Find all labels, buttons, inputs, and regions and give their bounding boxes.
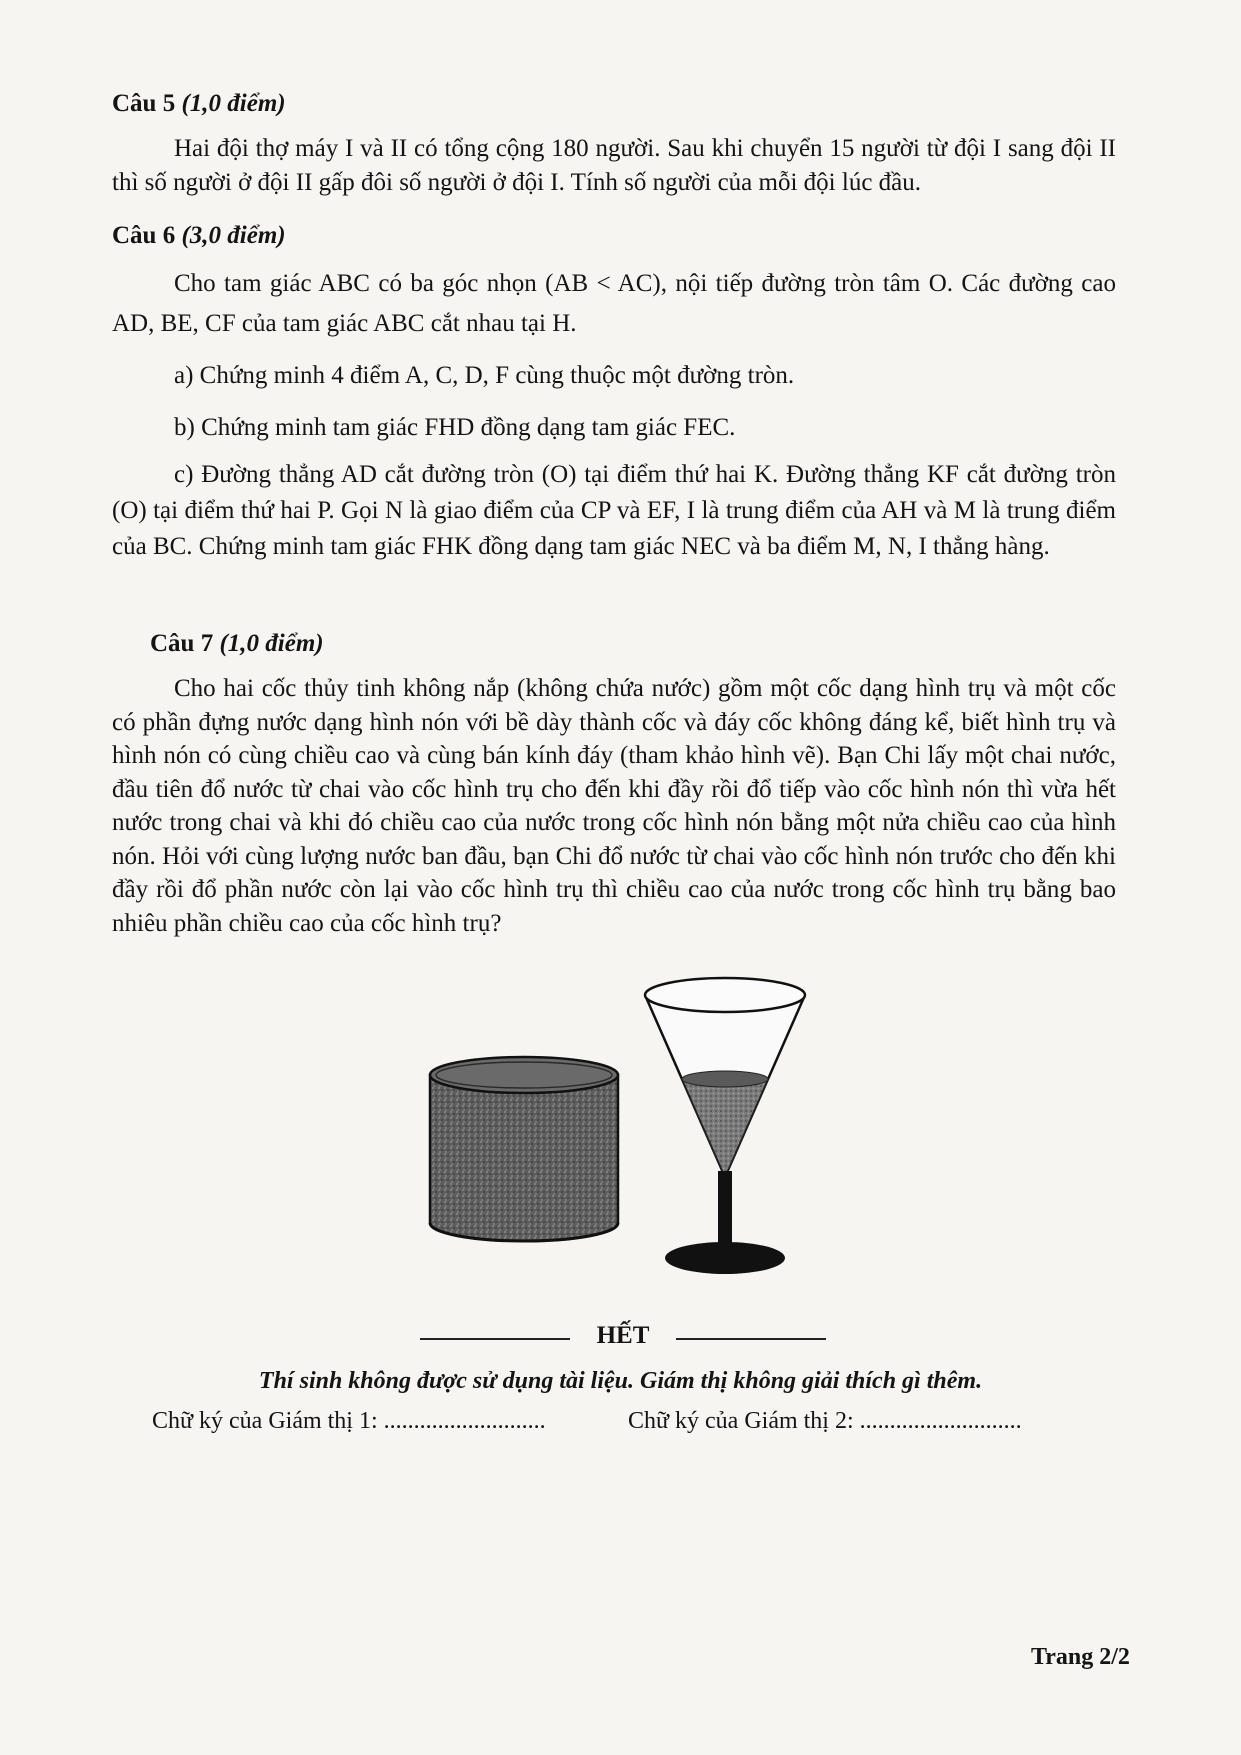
- q6-part-a: a) Chứng minh 4 điểm A, C, D, F cùng thuộc một đường tròn.: [174, 362, 795, 389]
- q7-heading: [150, 630, 324, 658]
- q5-points: (1,0 điểm): [181, 90, 286, 117]
- q6-points: (3,0 điểm): [181, 222, 286, 249]
- q7-points: (1,0 điểm): [219, 630, 324, 657]
- q5-title: Câu 5: [112, 90, 176, 117]
- q6-title: Câu 6: [112, 222, 176, 249]
- q7-body: Cho hai cốc thủy tinh không nắp (không chứa nước) gồm một cốc dạng hình trụ và một cốc có phần đựng nước dạng hình nón với bề dày thành cốc và đáy cốc không đáng kể, biết hình trụ và hình nón có cùng chiều cao và cùng bán kính đáy (tham khảo hình vẽ). Bạn Chi lấy một chai nước, đầu tiên đổ nước từ chai vào cốc hình trụ cho đến khi đầy rồi đổ tiếp vào cốc hình nón thì vừa hết nước trong chai và khi đó chiều cao của nước trong cốc hình nón bằng một nửa chiều cao của hình nón. Hỏi với cùng lượng nước ban đầu, bạn Chi đổ nước từ chai vào cốc hình nón trước cho đến khi đầy rồi đổ phần nước còn lại vào cốc hình trụ thì chiều cao của nước trong cốc hình trụ bằng bao nhiêu phần chiều cao của cốc hình trụ?: [112, 675, 1116, 937]
- q5-body: Hai đội thợ máy I và II có tổng cộng 180 người. Sau khi chuyển 15 người từ đội I sang đội II thì số người ở đội II gấp đôi số người ở đội I. Tính số người của mỗi đội lúc đầu.: [112, 135, 1116, 196]
- q5-heading: [112, 90, 286, 118]
- glasses-figure: [420, 955, 820, 1285]
- proctor-2-signature: Chữ ký của Giám thị 2: ...........................: [628, 1408, 1022, 1434]
- page-number: Trang 2/2: [1031, 1644, 1130, 1670]
- q7-title: Câu 7: [150, 630, 214, 657]
- proctor-1-signature: Chữ ký của Giám thị 1: ...........................: [152, 1408, 546, 1434]
- cylinder-glass: [430, 1057, 618, 1241]
- end-label: HẾT: [596, 1322, 650, 1349]
- cone-glass: [645, 978, 805, 1274]
- end-marker: [420, 1322, 826, 1352]
- q6-part-c: c) Đường thẳng AD cắt đường tròn (O) tại điểm thứ hai K. Đường thẳng KF cắt đường tròn (O) tại điểm thứ hai P. Gọi N là giao điểm của CP và EF, I là trung điểm của AH và M là trung điểm của BC. Chứng minh tam giác FHK đồng dạng tam giác NEC và ba điểm M, N, I thẳng hàng.: [112, 461, 1116, 560]
- exam-notice: Thí sinh không được sử dụng tài liệu. Giám thị không giải thích gì thêm.: [258, 1368, 983, 1394]
- q6-heading: [112, 222, 286, 250]
- end-rule-right: [676, 1338, 826, 1340]
- q6-part-b: b) Chứng minh tam giác FHD đồng dạng tam giác FEC.: [174, 414, 736, 441]
- q6-intro: Cho tam giác ABC có ba góc nhọn (AB < AC), nội tiếp đường tròn tâm O. Các đường cao AD, BE, CF của tam giác ABC cắt nhau tại H.: [112, 270, 1116, 337]
